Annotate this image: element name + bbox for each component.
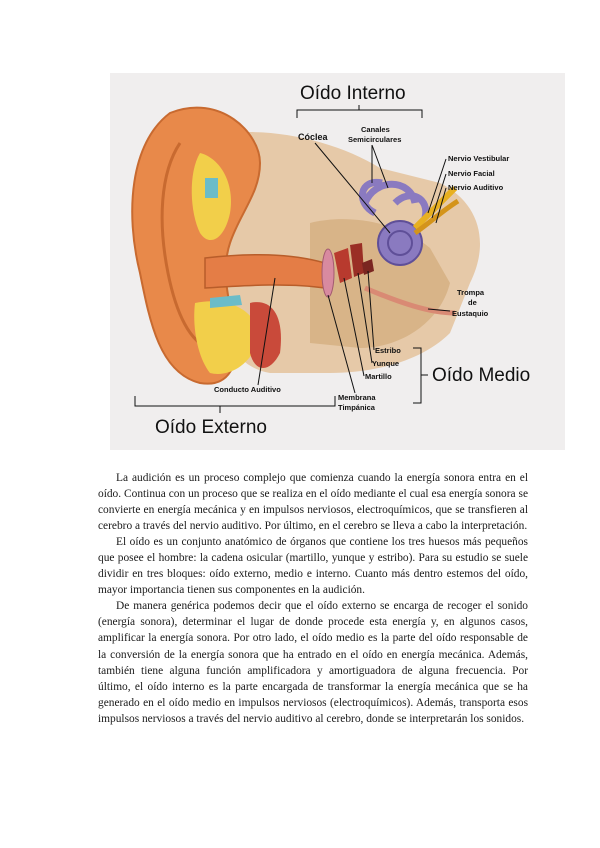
label-coclea: Cóclea <box>298 132 328 142</box>
auditory-canal-shape <box>205 255 325 288</box>
ear-anatomy-figure <box>110 73 565 450</box>
label-oido-externo: Oído Externo <box>155 417 267 438</box>
label-eustaquio: Eustaquio <box>452 309 489 318</box>
label-trompa: Trompa <box>457 288 485 297</box>
label-de: de <box>468 298 477 307</box>
body-text <box>98 470 528 727</box>
label-canales: Canales <box>361 125 390 134</box>
label-nervio-auditivo: Nervio Auditivo <box>448 183 504 192</box>
paragraph-1: La audición es un proceso complejo que comienza cuando la energía sonora entra en el oído. Continua con un proceso que se realiza en el oído mediante el cual esa energía sonora se convierte en energía mecánica y en impulsos nerviosos, electroquímicos, que se transfieren al cerebro a través del nervio auditivo. Por último, en el cerebro se lleva a cabo la interpretación. <box>98 472 528 533</box>
label-conducto-auditivo: Conducto Auditivo <box>214 385 281 394</box>
label-semicirculares: Semicirculares <box>348 135 402 144</box>
label-yunque: Yunque <box>372 359 400 368</box>
label-estribo: Estribo <box>375 346 401 355</box>
label-oido-medio: Oído Medio <box>432 365 531 386</box>
cartilage-blue-1 <box>205 178 218 198</box>
label-martillo: Martillo <box>365 372 392 381</box>
label-timpanica: Timpánica <box>338 403 375 412</box>
label-nervio-facial: Nervio Facial <box>448 169 495 178</box>
label-nervio-vestibular: Nervio Vestibular <box>448 154 510 163</box>
tympanic-membrane-shape <box>322 249 334 297</box>
label-oido-interno: Oído Interno <box>300 83 406 104</box>
paragraph-2: El oído es un conjunto anatómico de órganos que contiene los tres huesos más pequeños que posee el hombre: la cadena osicular (martillo, yunque y estribo). Para su estudio se suele dividir en tres bloques: oído externo, medio e interno. Cuanto más dentro estemos del oído, mayor importancia tienen sus componentes en la audición. <box>98 536 528 597</box>
paragraph-3: De manera genérica podemos decir que el oído externo se encarga de recoger el sonido (energía sonora), determinar el lugar de donde procede esta energía y, en algunos casos, amplificar la energía sonora. Por otro lado, el oído medio es la parte del oído responsable de la conversión de la energía sonora que ha entrado en el oído en energía mecánica. Además, también tiene alguna función amplificadora y amortiguadora de alguna frecuencia. Por último, el oído interno es la parte encargada de transformar la energía mecánica que se ha generado en el oído medio en impulsos nerviosos (electroquímicos). Además, transporta esos impulsos nerviosos a través del nervio auditivo al cerebro, donde se interpretarán los sonidos. <box>98 600 528 725</box>
label-membrana: Membrana <box>338 393 376 402</box>
ear-anatomy-diagram <box>110 73 565 450</box>
